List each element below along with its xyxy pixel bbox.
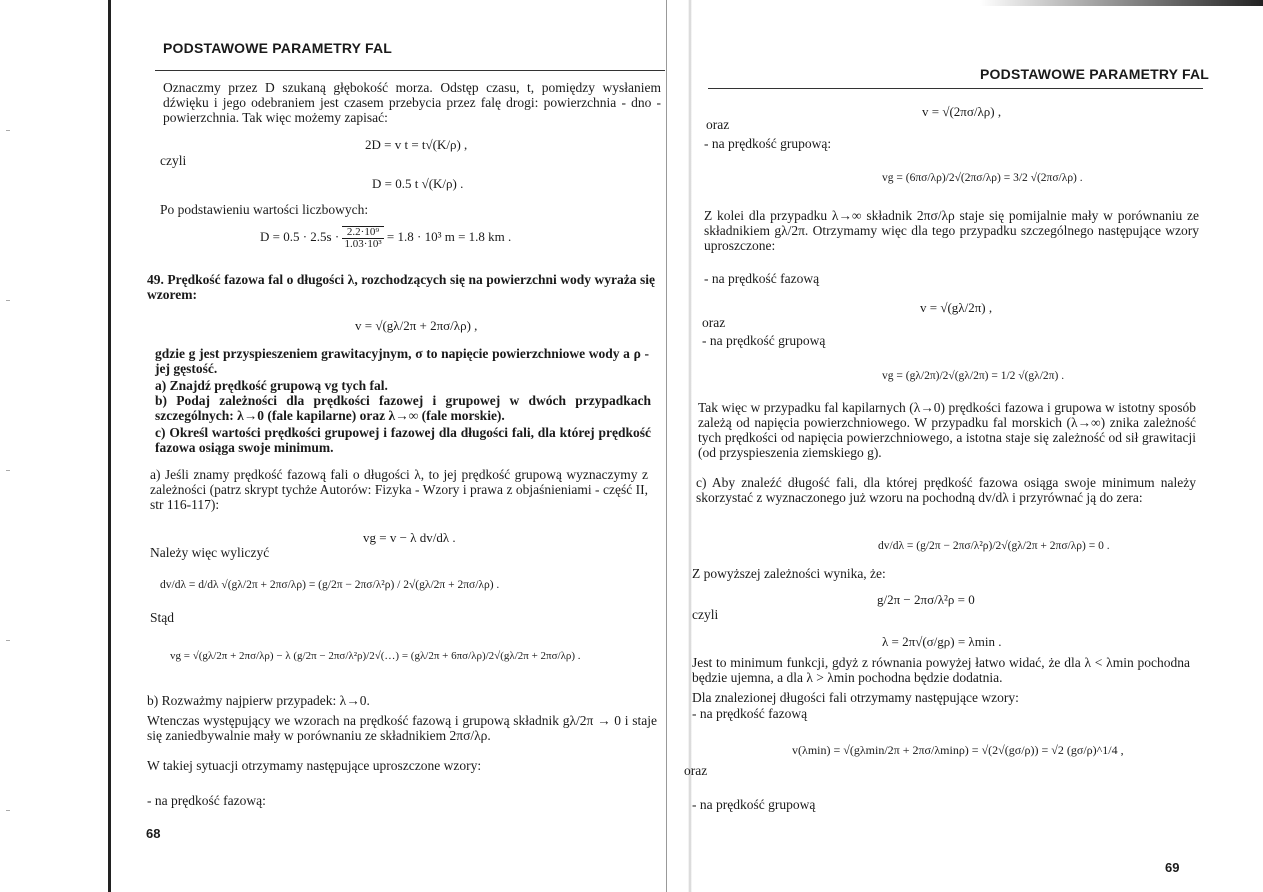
solution-c-text: c) Aby znaleźć długość fali, dla której prędkość fazowa osiąga swoje minimum należy skorzystać z wyznaczonego już wzoru na pochodną dv/dλ i przyrównać ją do zera:: [696, 475, 1196, 505]
stad-label: Stąd: [150, 610, 175, 625]
equation-capillary-phase: v = √(2πσ/λρ) ,: [922, 104, 1002, 119]
group-velocity-label-1: - na prędkość grupową:: [704, 136, 832, 151]
page-number-left: 68: [146, 826, 161, 841]
solution-a-text: a) Jeśli znamy prędkość fazową fali o długości λ, to jej prędkość grupową wyznaczymy z zależności (patrz skrypt tychże Autorów: Fizyka - Wzory i prawa z objaśnieniami - część II, str 116-117):: [150, 467, 648, 512]
equation-group-velocity-full: vg = √(gλ/2π + 2πσ/λρ) − λ (g/2π − 2πσ/λ²ρ)/2√(…) = (gλ/2π + 6πσ/λρ)/2√(gλ/2π + 2πσ/λρ) .: [170, 650, 581, 662]
equation-derivative-zero: dv/dλ = (g/2π − 2πσ/λ²ρ)/2√(gλ/2π + 2πσ/λρ) = 0 .: [878, 540, 1110, 552]
equation-numeric: [260, 226, 511, 250]
solution-b-text: b) Rozważmy najpierw przypadek: λ→0.: [147, 693, 370, 708]
w-takiej-text: W takiej sytuacji otrzymamy następujące uproszczone wzory:: [147, 758, 482, 773]
header-rule-left: [155, 70, 665, 71]
oraz-label-1: oraz: [706, 117, 730, 132]
wtenczas-text: Wtenczas występujący we wzorach na prędkość fazową i grupową składnik gλ/2π → 0 i staje się zaniedbywalnie mały w porównaniu ze składnikiem 2πσ/λρ.: [147, 713, 657, 743]
problem-49-statement: 49. Prędkość fazowa fal o długości λ, rozchodzących się na powierzchni wody wyraża się wzorem:: [147, 272, 655, 302]
equation-phase-velocity: v = √(gλ/2π + 2πσ/λρ) ,: [355, 318, 478, 333]
equation-d: D = 0.5 t √(K/ρ) .: [372, 176, 464, 191]
oraz-label-3: oraz: [684, 763, 708, 778]
eq3-rhs: = 1.8 · 10³ m = 1.8 km .: [386, 228, 512, 244]
equation-derivative: dv/dλ = d/dλ √(gλ/2π + 2πσ/λρ) = (g/2π − 2πσ/λ²ρ) / 2√(gλ/2π + 2πσ/λρ) .: [160, 579, 500, 591]
margin-mark: [6, 640, 10, 641]
margin-mark: [6, 810, 10, 811]
task-a: a) Znajdź prędkość grupową vg tych fal.: [155, 378, 388, 393]
z-kolei-text: Z kolei dla przypadku λ→∞ składnik 2πσ/λρ staje się pomijalnie mały w porównaniu ze składnikiem gλ/2π. Otrzymamy więc dla tego przypadku szczególnego następujące wzory uproszczone:: [704, 208, 1199, 253]
oraz-label-2: oraz: [702, 315, 726, 330]
equation-lambda-min: λ = 2π√(σ/gρ) = λmin .: [882, 634, 1002, 649]
gdzie-definition: gdzie g jest przyspieszeniem grawitacyjnym, σ to napięcie powierzchniowe wody a ρ - jej gęstość.: [155, 346, 649, 376]
tak-wiec-text: Tak więc w przypadku fal kapilarnych (λ→0) prędkości fazowa i grupowa w istotny sposób zależą od napięcia powierzchniowego. W przypadku fal morskich (λ→∞) znika zależność tych prędkości od napięcia powierzchniowego, a istotna staje się zależność od sił grawitacji (od przyspieszenia ziemskiego g).: [698, 400, 1196, 460]
margin-mark: [6, 470, 10, 471]
right-page: [684, 0, 1263, 892]
po-podstawieniu-text: Po podstawieniu wartości liczbowych:: [160, 202, 369, 217]
header-rule-right: [708, 88, 1203, 89]
nalezy-text: Należy więc wyliczyć: [150, 545, 270, 560]
running-header-left: PODSTAWOWE PARAMETRY FAL: [163, 40, 393, 56]
dla-znalezionej-text: Dla znalezionej długości fali otrzymamy następujące wzory:: [692, 690, 1019, 705]
equation-v-lambda-min: v(λmin) = √(gλmin/2π + 2πσ/λminρ) = √(2√(gσ/ρ)) = √2 (gσ/ρ)^1/4 ,: [792, 743, 1124, 757]
equation-condition: g/2π − 2πσ/λ²ρ = 0: [877, 592, 975, 607]
equation-group-velocity-def: vg = v − λ dv/dλ .: [363, 530, 456, 545]
phase-velocity-label-left: - na prędkość fazową:: [147, 793, 266, 808]
task-c: c) Określ wartości prędkości grupowej i fazowej dla długości fali, dla której prędkość fazowa osiąga swoje minimum.: [155, 425, 651, 455]
equation-2d: 2D = v t = t√(K/ρ) ,: [365, 137, 468, 152]
group-velocity-label-3: - na prędkość grupową: [692, 797, 816, 812]
margin-mark: [6, 130, 10, 131]
eq3-lhs: D = 0.5 · 2.5s ·: [260, 228, 340, 244]
page-number-right: 69: [1165, 860, 1180, 875]
equation-capillary-group: vg = (6πσ/λρ)/2√(2πσ/λρ) = 3/2 √(2πσ/λρ) .: [882, 172, 1083, 184]
eq3-fraction: [342, 226, 383, 250]
margin-mark: [6, 300, 10, 301]
eq3-numerator: 2.2·10⁹: [342, 226, 383, 239]
phase-velocity-label-2: - na prędkość fazową: [704, 271, 820, 286]
running-header-right: PODSTAWOWE PARAMETRY FAL: [980, 66, 1210, 82]
z-powyzszej-text: Z powyższej zależności wynika, że:: [692, 566, 886, 581]
intro-paragraph: Oznaczmy przez D szukaną głębokość morza. Odstęp czasu, t, pomiędzy wysłaniem dźwięku i jego odebraniem jest czasem przebycia przez falę drogi: powierzchnia - dno - powierzchnia. Tak więc możemy zapisać:: [163, 80, 661, 125]
czyli-label-right: czyli: [692, 607, 719, 622]
eq3-denominator: 1.03·10³: [344, 238, 382, 250]
phase-velocity-label-3: - na prędkość fazową: [692, 706, 808, 721]
group-velocity-label-2: - na prędkość grupową: [702, 333, 826, 348]
jest-to-text: Jest to minimum funkcji, gdyż z równania powyżej łatwo widać, że dla λ < λmin pochodna będzie ujemna, a dla λ > λmin pochodna będzie dodatnia.: [692, 655, 1190, 685]
task-b: b) Podaj zależności dla prędkości fazowej i grupowej w dwóch przypadkach szczególnych: λ→0 (fale kapilarne) oraz λ→∞ (fale morskie).: [155, 393, 651, 423]
czyli-label-left: czyli: [160, 153, 187, 168]
equation-ocean-group: vg = (gλ/2π)/2√(gλ/2π) = 1/2 √(gλ/2π) .: [882, 370, 1065, 382]
equation-ocean-phase: v = √(gλ/2π) ,: [920, 300, 993, 315]
